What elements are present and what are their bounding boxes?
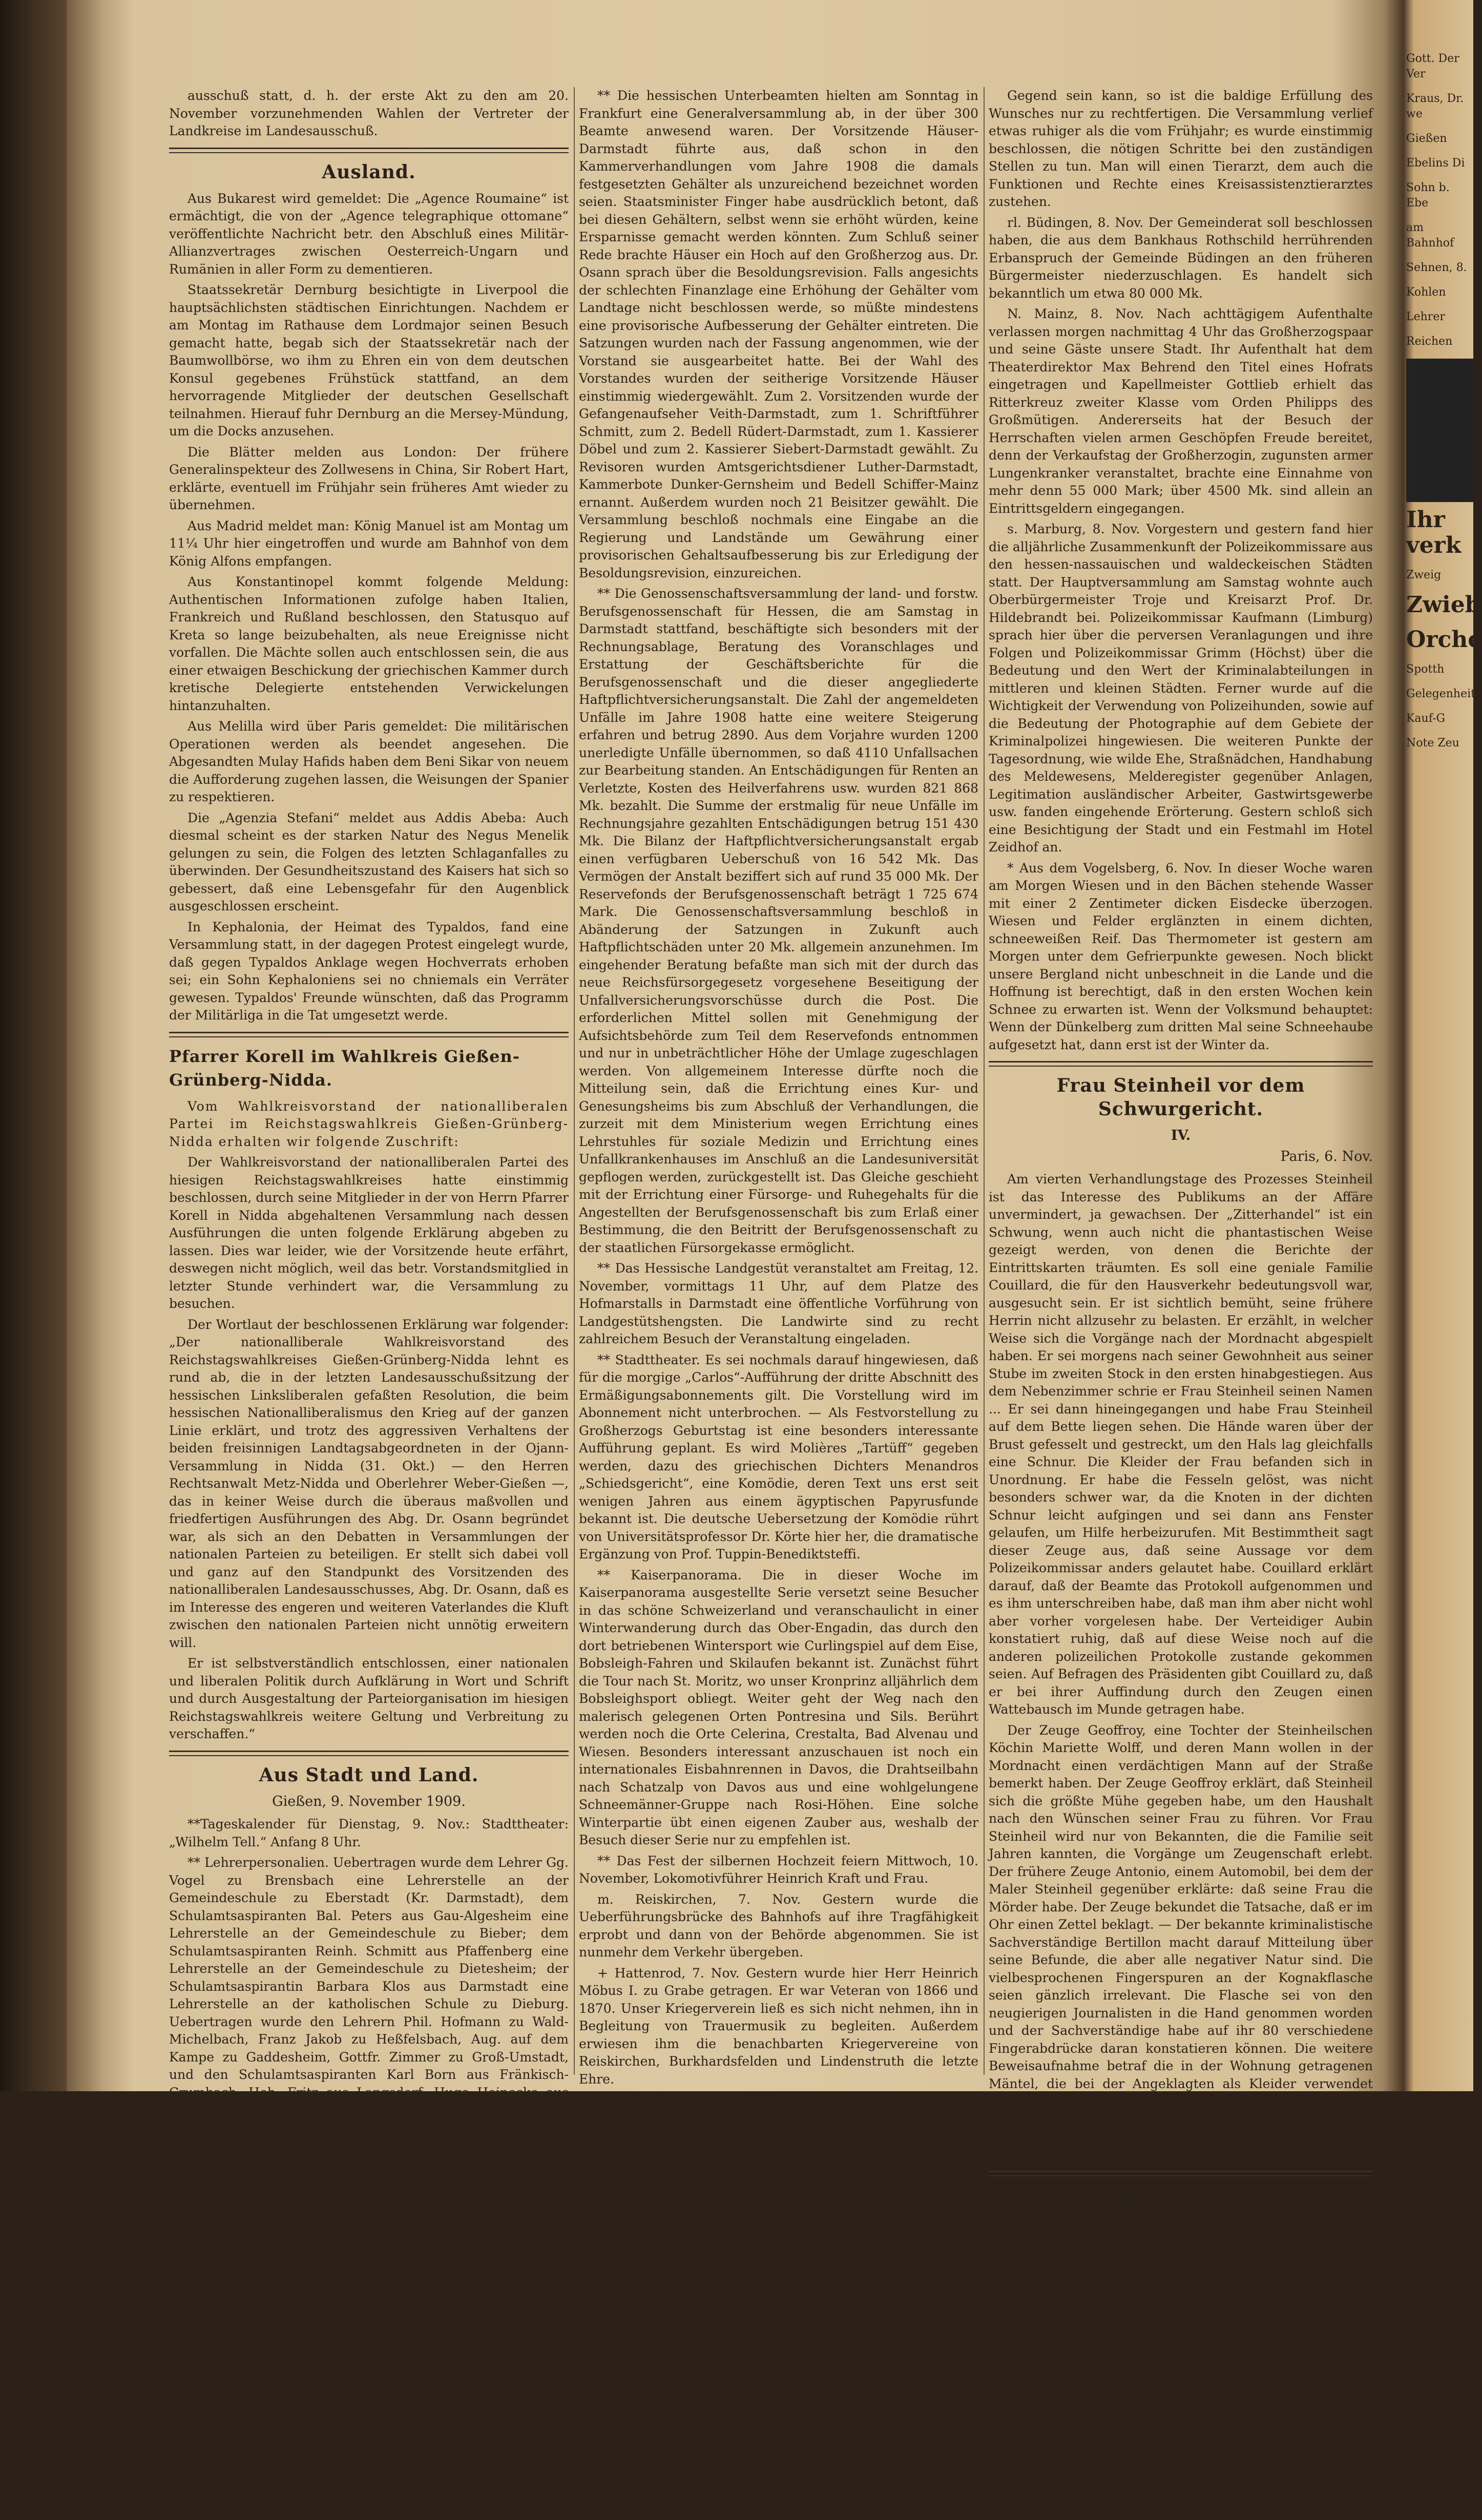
korell-paragraph: Er ist selbstverständlich entschlossen, einer nationalen und liberalen Politik durch Aufklärung in Wort und Schrift und durch Ausgestaltung der Parteiorganisation im hiesigen Reichstagswahlkreis weitere Geltung und Verbreitung zu verschaffen.“ <box>169 1656 569 1741</box>
section-subtitle: IV. <box>1171 1128 1191 1143</box>
ausland-paragraph: Aus Madrid meldet man: König Manuel ist am Montag um 11¼ Uhr hier eingetroffen und wurde am Bahnhof von dem König Alfons empfangen. <box>169 518 569 569</box>
strip-text: Kauf-G <box>1406 712 1446 725</box>
news-paragraph: m. Reiskirchen, 7. Nov. Gestern wurde die Ueberführungsbrücke des Bahnhofs auf ihre Tragfähigkeit erprobt und dann von der Behörde abgenommen. Sie ist nunmehr dem Verkehr übergeben. <box>579 1891 978 1960</box>
column-1 <box>169 87 569 2515</box>
advertisement-image <box>1406 359 1473 502</box>
luftschiff-paragraph: Düsseldorf, 9. Nov. Gestern nachmittag flatterte die Luftschiffe M. II und Z. II der Stadt Düsseldorf einen Besuch ab. Um 3 Uhr tauchte M. II hier auf und fuhr nach Elberfeld-Barmen und von dort zurück nach Köln. Gegen 4 Uhr war Z. II und zog nach 4 Uhr über die Stadt hinweg, nach Köln zurück. <box>989 2359 1373 2462</box>
strip-text: Ebelins Di <box>1406 157 1465 170</box>
ausland-paragraph: Die Blätter melden aus London: Der frühere Generalinspekteur des Zollwesens in China, Sir Robert Hart, erklärte, eventuell im Frühjahr sein früheres Amt wieder zu übernehmen. <box>169 444 569 512</box>
stadt-paragraph: × Rodheim a. d. Bieber, 8. Nov. Gestern nachmittag hielt die freiwillige Feuerwehr ihre Schlußübung ab. Die Wehr nahm zunächst Einzelexerzieren vor, wobei die gute Schulung des jungen Korps Anerkennung fand. Der nun folgende Brandangriff an der Gastwirtschaft von J. Bechthold zeigte, daß die Wehr auf der Höhe ihrer Aufgabe ist. <box>169 2194 569 2297</box>
news-paragraph: s. Marburg, 8. Nov. Vorgestern und gestern fand hier die alljährliche Zusammenkunft der Polizeikommissare aus den hessen-nassauischen und waldeckeischen Städten statt. Der Hauptversammlung am Samstag wohnte auch Oberbürgermeister Troje und Kreisarzt Prof. Dr. Hildebrandt bei. Polizeikommissar Kaufmann (Limburg) sprach hier über die perversen Veranlagungen und ihre Folgen und Polizeikommissar Grimm (Höchst) über die Bedeutung und den Wert der Kriminalabteilungen in mittleren und kleinen Städten. Ferner wurde auf die Wichtigkeit der Verwendung von Polizeihunden, sowie auf die Bedeutung der Photographie auf dem Gebiete der Kriminalpolizei hingewiesen. Die weiteren Punkte der Tagesordnung, wie wilde Ehe, Straßnädchen, Handhabung des Meldewesens, Melderegister gegenüber Anlagen, Legitimation ausländischer Arbeiter, Gastwirtsgewerbe usw. fanden eingehende Erörterung. Gestern schloß sich eine Besichtigung der Stadt und ein Festmahl im Hotel Zeidhof an. <box>989 522 1373 855</box>
column-3 <box>989 87 1373 2518</box>
page-sheet <box>169 87 1373 2518</box>
news-paragraph: ** Die Genossenschaftsversammlung der land- und forstw. Berufsgenossenschaft für Hessen, die am Samstag in Darmstadt stattfand, beschäftigte sich besonders mit der Rechnungsablage, Beratung des Voranschlages und Erstattung der Geschäftsberichte für die Berufsgenossenschaft und die dieser angegliederte Haftpflichtversicherungsanstalt. Die Zahl der angemeldeten Unfälle im Jahre 1908 hatte eine weitere Steigerung erfahren und betrug 2890. Aus dem Vorjahre wurden 1200 unerledigte Unfälle übernommen, so daß 4110 Unfallsachen zur Bearbeitung standen. An Entschädigungen für Renten an Verletzte, Kosten des Heilverfahrens usw. wurden 821 868 Mk. bezahlt. Die Summe der erstmalig für neue Unfälle im Rechnungsjahre gezahlten Entschädigungen betrug 151 430 Mk. Die Bilanz der Haftpflichtversicherungsanstalt ergab einen verfügbaren Ueberschuß von 16 542 Mk. Das Vermögen der Anstalt beziffert sich auf rund 35 000 Mk. Der Reservefonds der Berufsgenossenschaft beträgt 1 725 674 Mark. Die Genossenschaftsversammlung beschloß in Abänderung der Satzungen in Zukunft auch Haftpflichtschäden unter 20 Mk. allgemein anzunehmen. Im eingehender Beratung befaßte man sich mit der durch das neue Reichsfürsorgegesetz vorgesehene Beseitigung der Unfallversicherungsvorschüsse durch die Post. Die erforderlichen Mittel sollen mit Genehmigung der Aufsichtsbehörde zum Teil dem Reservefonds entnommen und nur in unbeträchtlicher Höhe der Umlage zugeschlagen werden. Von allgemeinem Interesse dürfte noch die Mitteilung sein, daß die Errichtung eines Kur- und Genesungsheims bis zum Abschluß der Verhandlungen, die zurzeit mit dem Ministerium wegen Errichtung eines Lehrstuhles für soziale Medizin und Errichtung eines Unfallkrankenhauses im Anschluß an die Landesuniversität gepflogen werden, zurückgestellt ist. Das Gleiche geschieht mit der Errichtung einer Fürsorge- und Ruhegehalts für die Angestellten der Berufsgenossenschaft bis zum Erlaß einer Bestimmung, die den Beitritt der Berufsgenossenschaft zu der staatlichen Fürsorgekasse ermöglicht. <box>579 586 978 1255</box>
news-paragraph: n. Gedern, 8. Nov. Ein dringendes Bedürfnis für unsere Gegend bildet die Stationierung eines Tierarztes. Kürzlich wurde deshalb eine Versammlung von Vertretern der umliegenden Orte abgehalten. Wenn man bedenkt, daß im Falle der Not ein Tierarzt von Büdingen, Nidda oder Schotten erst nach großem Zeitverlust in unserer <box>579 2254 978 2358</box>
adjacent-page-strip <box>1406 51 1482 2049</box>
strip-text: Gelegenheit <box>1406 688 1475 700</box>
news-paragraph: + Hattenrod, 7. Nov. Gestern wurde hier Herr Heinrich Möbus I. zu Grabe getragen. Er war Veteran von 1866 und 1870. Unser Kriegerverein ließ es sich nicht nehmen, ihn in Begleitung von Trauermusik zu begleiten. Außerdem erwiesen ihm die benachbarten Kriegervereine von Reiskirchen, Burkhardsfelden und Lindenstruth die letzte Ehre. <box>579 1965 978 2087</box>
strip-headline: Zwieb <box>1406 592 1481 618</box>
column-rule <box>984 87 985 2075</box>
section-title-ausland: Ausland. <box>322 161 416 183</box>
news-paragraph: ** Die hessischen Unterbeamten hielten am Sonntag in Frankfurt eine Generalversammlung ab, in der über 300 Beamte anwesend waren. Der Vorsitzende Häuser-Darmstadt führte aus, daß schon in den Kammerverhandlungen vom Jahre 1908 die damals festgesetzten Gehälter als unzureichend bezeichnet worden seien. Staatsminister Finger habe ausdrücklich betont, daß bei diesen Gehältern, selbst wenn sie erhöht würden, keine Ersparnisse gemacht werden könnten. Zum Schluß seiner Rede brachte Häuser ein Hoch auf den Großherzog aus. Dr. Osann sprach über die Besoldungsrevision. Falls angesichts der schlechten Finanzlage eine Erhöhung der Gehälter vom Landtage nicht beschlossen werde, so müßte mindestens eine provisorische Aufbesserung der Gehälter eintreten. Die Satzungen wurden nach der Fassung angenommen, wie der Vorstand sie ausgearbeitet hatte. Bei der Wahl des Vorstandes wurden der seitherige Vorsitzende Häuser einstimmig wiedergewählt. Zum 2. Vorsitzenden wurde der Gefangenaufseher Veith-Darmstadt, zum 1. Schriftführer Schmitt, zum 2. Bedell Rüdert-Darmstadt, zum 1. Kassierer Döbel und zum 2. Kassierer Siebert-Darmstadt gewählt. Zu Revisoren wurden Amtsgerichtsdiener Luther-Darmstadt, Kammerbote Dunker-Gernsheim und Bedell Schiffer-Mainz ernannt. Außerdem wurden noch 21 Beisitzer gewählt. Die Versammlung beschloß nochmals eine Eingabe an die Regierung und Landstände um Gewährung einer provisorischen Gehaltsaufbesserung bis zur Erledigung der Besoldungsrevision, einzureichen. <box>579 88 978 580</box>
steinheil-paragraph: Am vierten Verhandlungstage des Prozesses Steinheil ist das Interesse des Publikums an der Affäre unvermindert, ja gewachsen. Der „Zitterhandel“ ist ein Schwung, wenn auch nicht die phantastischen Weise gezeigt werden, von denen die Berichte der Eintrittskarten träumten. Es soll eine geniale Familie Couillard, die für den Hausverkehr bedeutungsvoll war, ausgesucht sein. Er ist sichtlich bemüht, seine frühere Herrin nicht allzusehr zu belasten. Er erzählt, in welcher Weise sich die Vorgänge nach der Mordnacht abgespielt haben. Er sei morgens nach seiner Gewohnheit aus seiner Stube im zweiten Stock in den ersten hinabgestiegen. Aus dem Nebenzimmer schrie er Frau Steinheil seinen Namen ... Er sei dann hineingegangen und habe Frau Steinheil auf dem Bette liegen sehen. Die Hände waren über der Brust gefesselt und gestreckt, um den Hals lag gleichfalls eine Schnur. Die Kleider der Frau befanden sich in Unordnung. Er habe die Fesseln gelöst, was nicht besonders schwer war, da die Knoten in der dichten Schnur leicht aufgingen und sei dann ans Fenster gelaufen, um Hilfe herbeizurufen. Mit Bestimmtheit sagt dieser Zeuge aus, daß seine Aussage vor dem Polizeikommissar anders gelautet habe. Couillard erklärt darauf, daß der Beamte das Protokoll aufgenommen und es ihm unterschreiben habe, daß man ihm aber nicht wohl aber vorher vorgelesen habe. Der Verteidiger Aubin konstatiert ruhig, daß auf diese Weise noch auf die anderen polizeilichen Protokolle zustande gekommen seien. Auf Befragen des Präsidenten gibt Couillard zu, daß er bei ihrer Auffindung durch den Zeugen einen Wattebausch im Munde getragen habe. <box>989 1172 1373 1717</box>
korell-paragraph: Der Wahlkreisvorstand der nationalliberalen Partei des hiesigen Reichstagswahlkreises hatte einstimmig beschlossen, durch seine Mitglieder in der von Herrn Pfarrer Korell in Nidda abgehaltenen Versammlung nach dessen Ausführungen die unten folgende Erklärung abgeben zu lassen. Dies war leider, wie der Vorsitzende heute erfährt, deswegen nicht möglich, weil das betr. Vorstandsmitglied in letzter Stunde verhindert war, die Versammlung zu besuchen. <box>169 1155 569 1311</box>
news-paragraph: ** Stadttheater. Es sei nochmals darauf hingewiesen, daß für die morgige „Carlos“-Aufführung der dritte Abschnitt des Ermäßigungsabonnements gilt. Die Vorstellung wird im Abonnement nicht unterbrochen. — Als Festvorstellung zu Großherzogs Geburtstag ist eine besonders interessante Aufführung geplant. Es wird Molières „Tartüff“ gegeben werden, dazu des griechischen Dichters Menandros „Schiedsgericht“, eine Komödie, deren Text uns erst seit wenigen Jahren aus einem ägyptischen Papyrusfunde bekannt ist. Die deutsche Uebersetzung der Komödie rührt von Universitätsprofessor Dr. Körte hier her, die dramatische Ergänzung von Prof. Tuppin-Benediktsteffi. <box>579 1352 978 1561</box>
news-paragraph: N. Mainz, 8. Nov. Nach achttägigem Aufenthalte verlassen morgen nachmittag 4 Uhr das Großherzogspaar und seine Gäste unsere Stadt. Ihr Aufenthalt hat dem Theaterdirektor Max Behrend den Titel eines Hofrats eingetragen und Kapellmeister Gottlieb erhielt das Ritterkreuz zweiter Klasse vom Orden Philipps des Großmütigen. Andererseits hat der Besuch der Herrschaften vielen armen Geschöpfen Freude bereitet, denn der Verkaufstag der Großherzogin, zugunsten armer Lungenkranker veranstaltet, brachte eine Einnahme von mehr denn 55 000 Mark; über 4500 Mk. sind allein an Eintrittsgeldern eingegangen. <box>989 306 1373 516</box>
korell-paragraph: Vom Wahlkreisvorstand der nationalliberalen Partei im Reichstagswahlkreis Gießen-Grünberg-Nidda erhalten wir folgende Zuschrift: <box>169 1098 569 1149</box>
strip-text: Kraus, Dr. we <box>1406 92 1464 120</box>
strip-text: Gott. Der Ver <box>1406 52 1459 80</box>
section-title-luftschiff: Luftschiffahrt. <box>1101 2184 1260 2206</box>
stadt-paragraph: ** Lehrerpersonalien. Uebertragen wurde dem Lehrer Gg. Vogel zu Brensbach eine Lehrerstelle an der Gemeindeschule zu Eberstadt (Kr. Darmstadt), dem Schulamtsaspiranten Bal. Peters aus Gau-Algesheim eine Lehrerstelle an der Gemeindeschule zu Bieber; dem Schulamtsaspiranten Reinh. Schmitt aus Pfaffenberg eine Lehrerstelle an der Gemeindeschule zu Dietesheim; der Schulamtsaspirantin Barbara Klos aus Darmstadt eine Lehrerstelle an der katholischen Schule zu Dieburg. Uebertragen wurde den Lehrern Phil. Hofmann zu Wald-Michelbach, Franz Jakob zu Heßfelsbach, Aug. auf dem Kampe zu Gaddesheim, Gottfr. Zimmer zu Groß-Umstadt, und den Schulamtsaspiranten Karl Born aus Fränkisch-Crumbach, Heh. Fritz aus Langsdorf, Hugo Heinecke aus Hungen, Adam Mart. Kunkel aus Brensbach, Wilh. Müller aus Sandgrube, Hippolyt Eduard Thum aus Mainz je eine Lehrerstelle, und den Schulamtsaspirantinnen Elisabeth Diehl aus Darmstadt und Martha Goes aus Ortenberg je eine Lehrerstelle an der Volksschule zu Offenbach. <box>169 1855 569 2188</box>
section-title-stadt: Aus Stadt und Land. <box>259 1764 479 1786</box>
luftschiff-paragraph: Berlin, 9. Nov. Major v. Parseval hat die bisherige Versuchsstation auf dem Tegeler Schießplatz aufgegeben und nach Plau in Mecklenburg verlegt. In den nächsten Tagen wird Major v. Parseval die Flugversuche mit dem von ihm gebauten Flieger beginnen, da die Baulichkeiten jetzt fertiggestellt sind. Das Flaggelände am Plauer See hat eine Länge von 60 Geviertkilometern bei einer Breite von 4 Kilometern. <box>989 2214 1373 2353</box>
ausland-paragraph: Aus Konstantinopel kommt folgende Meldung: Authentischen Informationen zufolge haben Italien, Frankreich und Rußland beschlossen, den Statusquo auf Kreta so lange beizubehalten, als neue Ereignisse nicht vorfallen. Die Mächte sollen auch entschlossen sein, die aus einer etwaigen Beschickung der griechischen Kammer durch kretische Delegierte entstehenden Verwickelungen hintanzuhalten. <box>169 574 569 713</box>
section-title-korell: Pfarrer Korell im Wahlkreis Gießen-Grünberg-Nidda. <box>169 1046 520 1090</box>
steinheil-paragraph: Der Zeuge Geoffroy, eine Tochter der Steinheilschen Köchin Mariette Wolff, und deren Mann wollen in der Mordnacht einen verdächtigen Mann auf der Straße bemerkt haben. Der Zeuge Geoffroy erklärt, daß Steinheil sich die größte Mühe gegeben habe, um den Haushalt nach den Wünschen seiner Frau zu führen. Vor Frau Steinheil wird nur von Bekannten, die die Familie seit Jahren kannten, die Vorgänge um Zeugenschaft erlebt. Der frühere Zeuge Antonio, einem Automobil, bei dem der Maler Steinheil gegenüber erklärte: daß seine Frau die Mörder habe. Der Zeuge bekundet die Tatsache, daß er im Ohr einen Zettel beklagt. — Der bekannte kriminalistische Sachverständige Bertillon macht darauf Mitteilung über seine Befunde, die aber alle negativer Natur sind. Die vielbesprochenen Fingerspuren an der Kognakflasche seien gänzlich irrelevant. Die Flasche sei von den neugierigen Journalisten in die Hand genommen worden und der Sachverständige habe auf ihr 80 verschiedene Fingerabdrücke daran konstatieren können. Die weitere Beweisaufnahme betraf die in der Wohnung getragenen Mäntel, die bei der Angeklagten als Kleider verwendet worden sind. Es wurde ein Mantel ausgestellt, der einem kleinen Vorhabe über solche Mäntel gleichen, wodurch sich die Zeugenaussagen können aber bestimmt Tatsachen darüber nicht festlegen. <box>989 1722 1373 2162</box>
strip-text: Note Zeu <box>1406 737 1459 749</box>
section-divider <box>169 1751 569 1756</box>
column-2 <box>579 87 978 2358</box>
luftschiff-paragraph: Hamburg, 8. Nov. Der Flugfahrer Hans Grade unternahm gestern drei erfolgreiche Flüge von 5—7 Minuten <box>989 2468 1373 2518</box>
strip-text: Zweig <box>1406 569 1442 581</box>
strip-text: Gießen <box>1406 132 1447 145</box>
strip-text: Spotth <box>1406 663 1445 676</box>
news-paragraph: rl. Büdingen, 8. Nov. Der Gemeinderat soll beschlossen haben, die aus dem Bankhaus Rothschild herrührenden Erbanspruch der Gemeinde Büdingen an den früheren Bürgermeister niederzuschlagen. Es handelt sich bekanntlich um etwa 80 000 Mk. <box>989 215 1373 301</box>
ausland-paragraph: Die „Agenzia Stefani“ meldet aus Addis Abeba: Auch diesmal scheint es der starken Natur des Negus Menelik gelungen zu sein, die Folgen des letzten Schlaganfalles zu überwinden. Der Gesundheitszustand des Kaisers hat sich so gebessert, daß eine Lebensgefahr für den Augenblick ausgeschlossen erscheint. <box>169 810 569 913</box>
section-divider <box>989 1061 1373 1067</box>
stadt-paragraph: **Tageskalender für Dienstag, 9. Nov.: Stadttheater: „Wilhelm Tell.“ Anfang 8 Uhr. <box>169 1817 569 1849</box>
strip-headline: Orche <box>1406 627 1482 653</box>
binding-edge <box>0 0 67 2091</box>
strip-text: Kohlen <box>1406 286 1446 299</box>
section-divider <box>169 1032 569 1037</box>
intro-text: ausschuß statt, d. h. der erste Akt zu den am 20. November vorzunehmenden Wahlen der Vertreter der Landkreise im Landesausschuß. <box>169 88 569 138</box>
strip-text: am Bahnhof <box>1406 221 1454 249</box>
ausland-paragraph: In Kephalonia, der Heimat des Typaldos, fand eine Versammlung statt, in der dagegen Protest eingelegt wurde, daß gegen Typaldos Anklage wegen Hochverrats erhoben sei; ein Sohn Kephaloniens sei no chniemals ein Verräter gewesen. Typaldos' Freunde wünschten, daß das Programm der Militärliga in die Tat umgesetzt werde. <box>169 919 569 1023</box>
stadt-paragraph: ** Zur Gemeindesteuerreform. Unter dem Vorsitz des Oberbürgermeisters Dr. Göttelmann fand gestern in Mainz eine Versammlung der Bürgermeister und Beigeordneten der hessischen Städte statt, um Stellung zum neuen Kommunalsteuergesetz zu nehmen. Es wurden einige Abänderungsvorschläge angenommen, die der Regierung übermittelt werden sollen. Von der Einberufung des hessischen Städtetags wurde, wie die „Frkf. Ztg.“ meldet, abgesehen. <box>169 2359 569 2515</box>
strip-text: Sohn b. Ebe <box>1406 181 1450 210</box>
section-title-steinheil: Frau Steinheil vor dem Schwurgericht. <box>1056 1075 1305 1120</box>
strip-text: Lehrer <box>1406 310 1445 323</box>
ausland-paragraph: Staatssekretär Dernburg besichtigte in Liverpool die hauptsächlichsten städtischen Einrichtungen. Nachdem er am Montag im Rathause dem Lordmajor seinen Besuch gemacht hatte, begab sich der Staatssekretär nach der Baumwollbörse, wo ihm zu Ehren ein von dem deutschen Konsul gegebenes Frühstück stattfand, an dem hervorragende Mitglieder der deutschen Gesellschaft teilnahmen. Hierauf fuhr Dernburg an die Mersey-Mündung, um die Docks anzusehen. <box>169 282 569 439</box>
news-paragraph: ** Das Fest der silbernen Hochzeit feiern Mittwoch, 10. November, Lokomotivführer Heinrich Kraft und Frau. <box>579 1853 978 1886</box>
section-divider <box>169 148 569 153</box>
news-paragraph: ** Das Hessische Landgestüt veranstaltet am Freitag, 12. November, vormittags 11 Uhr, auf dem Platze des Hofmarstalls in Darmstadt eine öffentliche Vorführung von Landgestütshengsten. Die Landwirte sind zu recht zahlreichem Besuch der Veranstaltung eingeladen. <box>579 1261 978 1346</box>
dateline: Paris, 6. Nov. <box>1280 1148 1373 1164</box>
korell-paragraph: Der Wortlaut der beschlossenen Erklärung war folgender: „Der nationalliberale Wahlkreisvorstand des Reichstagswahlkreises Gießen-Grünberg-Nidda lehnt es rund ab, die in der letzten Landesausschußsitzung der hessischen Linksliberalen gefaßten Resolution, die beim hessischen Nationalliberalismus den Krieg auf der ganzen Linie erklärt, und trotz des aggressiven Verhaltens der beiden freisinnigen Landtagsabgeordneten in der Ojann-Versammlung in Nidda (31. Okt.) — den Herren Rechtsanwalt Metz-Nidda und Oberlehrer Weber-Gießen —, das in keiner Weise durch die überaus maßvollen und friedfertigen Ausführungen des Abg. Dr. Osann begründet war, als sich an den Debatten in Versammlungen der nationalen Parteien zu beteiligen. Er stellt sich dabei voll und ganz auf den Standpunkt des Vorsitzenden des nationalliberalen Landesausschusses, Abg. Dr. Osann, daß es im Interesse des engeren und weiteren Vaterlandes die Kluft zwischen den nationalen Parteien nicht unnötig erweitern will. <box>169 1317 569 1650</box>
news-paragraph: * Aus dem Vogelsberg, 6. Nov. In dieser Woche waren am Morgen Wiesen und in den Bächen stehende Wasser mit einer 2 Zentimeter dicken Eisdecke überzogen. Wiesen und Felder erglänzten in einem dichten, schneeweißen Reif. Das Thermometer ist gestern am Morgen unter dem Gefrierpunkte gewesen. Noch blickt unsere Bergland nicht unbeschneit in die Lande und die Hoffnung ist berechtigt, daß in den ersten Wochen kein Schnee zu erwarten ist. Wenn der Volksmund behauptet: Wenn der Dünkelberg zum dritten Mal seine Schneehaube aufgesetzt hat, dann erst ist der Winter da. <box>989 860 1373 1052</box>
stadt-paragraph: ** Das Ehrenzeichen für Mitglieder freiwilliger Feuerwehren wurde verliehen durch Entschließung des Großherzogs dem Ludw. Hensel zu Büdingen. <box>169 2303 569 2354</box>
section-divider <box>989 2171 1373 2176</box>
strip-text: Sehnen, 8. <box>1406 261 1467 274</box>
column-rule <box>574 87 575 2075</box>
ausland-paragraph: Aus Bukarest wird gemeldet: Die „Agence Roumaine“ ist ermächtigt, die von der „Agence telegraphique ottomane“ veröffentlichte Nachricht betr. den Abschluß eines Militär-Allianzvertrages zwischen Oesterreich-Ungarn und Rumänien in aller Form zu dementieren. <box>169 191 569 277</box>
strip-headline: Ihr verk <box>1406 507 1462 558</box>
strip-text: Reichen <box>1406 335 1453 348</box>
ausland-paragraph: Aus Melilla wird über Paris gemeldet: Die militärischen Operationen werden als beendet angesehen. Die Abgesandten Mulay Hafids haben dem Beni Sikar von neuem die Aufforderung zugehen lassen, die Weisungen der Spanier zu respektieren. <box>169 719 569 804</box>
news-paragraph: △ Saasen, 8. Nov. Endlich hat nach fast drei Jahren die bürgermeisterlose Zeit ihr Ende erreicht. Bauunternehmer Schepp wurde heute durch Regierungsrat Merck in sein Amt eingewiesen. Aus diesem Anlaß fand eine Feier statt, an der sich der größte Teil der Gemeinde beteiligte. Hoffentlich kehrt jetzt in unserem Dorfe nach jahrelangen Parteikämpfen wieder Friede ein. — Unser Schulhaus-Neubau ist jetzt im Rohbau nahezu fertiggestellt; er wird im Herbst 1910 eingeweiht. <box>579 2092 978 2248</box>
dateline: Gießen, 9. November 1909. <box>272 1793 466 1809</box>
news-paragraph: ** Kaiserpanorama. Die in dieser Woche im Kaiserpanorama ausgestellte Serie versetzt seine Besucher in das schöne Schweizerland und veranschaulicht in einer Winterwanderung durch das Ober-Engadin, das durch den dort betriebenen Wintersport wie Curlingspiel auf dem Eise, Bobsleigh-Fahren und Skilaufen bekannt ist. Zunächst führt die Tour nach St. Moritz, wo unser Kronprinz alljährlich dem Bobsleighsport obliegt. Weiter geht der Weg nach den malerisch gelegenen Orten Pontresina und Sils. Berührt werden noch die Orte Celerina, Crestalta, Bad Alvenau und Wiesen. Besonders interessant anzuschauen ist noch ein internationales Eisbahnrennen in Davos, die Drahtseilbahn nach Schatzalp von Davos aus und eine wohlgelungene Schneemänner-Gruppe nach Rosi-Höhen. Eine solche Winterpartie übt einen eigenen Zauber aus, weshalb der Besuch dieser Serie nur zu empfehlen ist. <box>579 1567 978 1847</box>
news-paragraph: Gegend sein kann, so ist die baldige Erfüllung des Wunsches nur zu rechtfertigen. Die Versammlung verlief etwas ruhiger als die vom Frühjahr; es wurde einstimmig beschlossen, die nötigen Schritte bei den zuständigen Stellen zu tun. Man will einen Tierarzt, dem auch die Funktionen und Rechte eines Kreisassistenztierarztes zustehen. <box>989 88 1373 209</box>
